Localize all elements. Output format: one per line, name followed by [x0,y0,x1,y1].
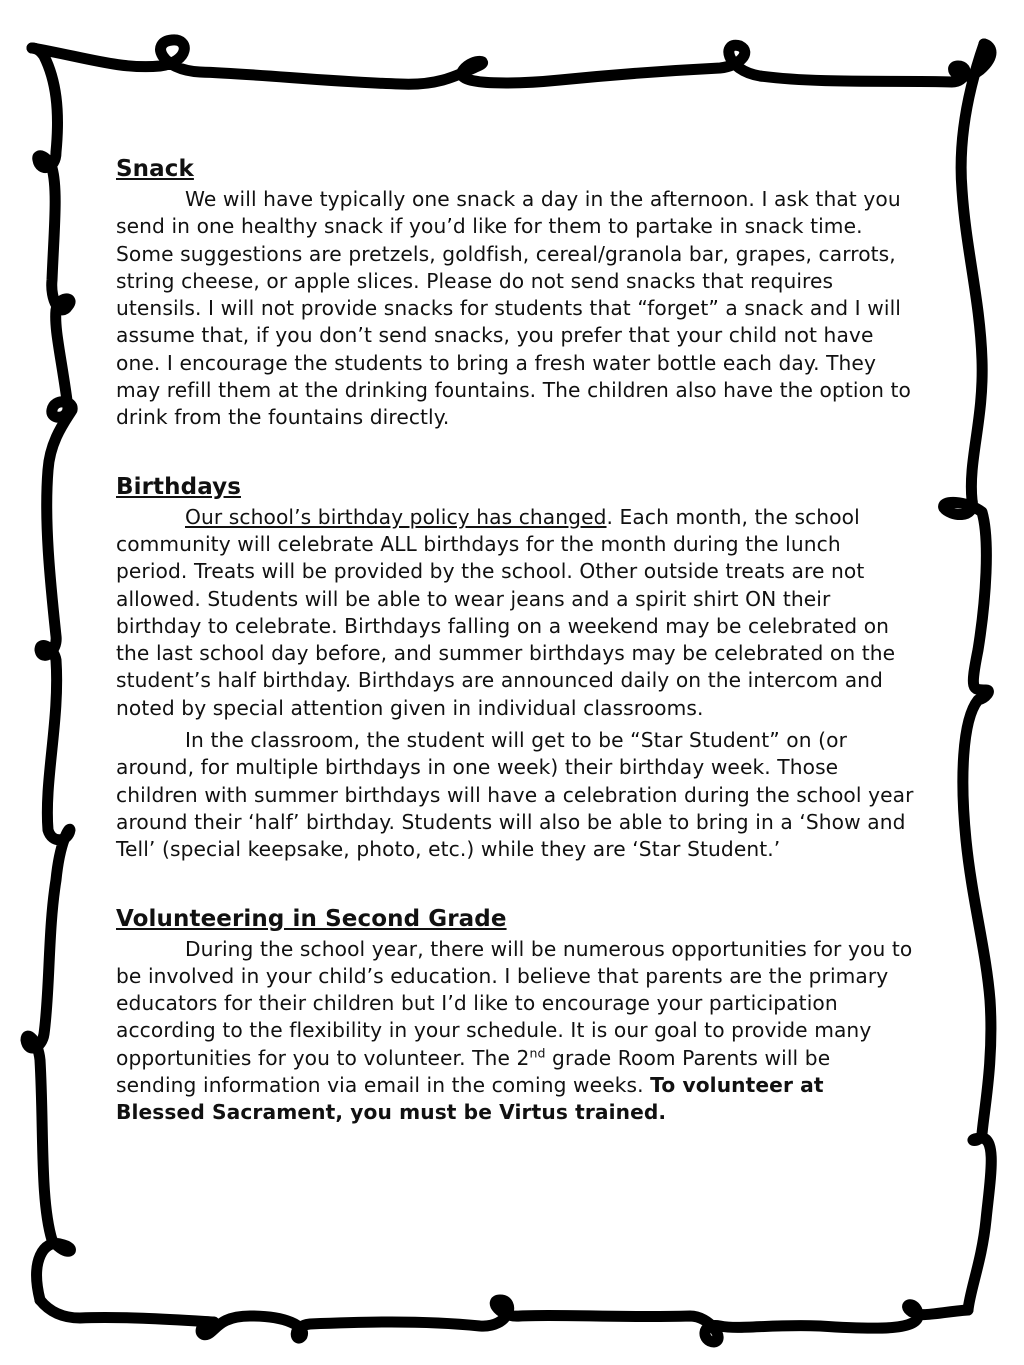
volunteering-paragraph [116,936,916,1127]
virtus-requirement: To volunteer at Blessed Sacrament, you must be Virtus trained. [116,1073,824,1125]
section-birthdays [116,470,916,864]
volunteering-text-b: grade Room Parents will be sending information via email in the coming weeks. [116,1045,831,1098]
snack-paragraph: We will have typically one snack a day in the afternoon. I ask that you send in one healthy snack if you’d like for them to partake in snack time. Some suggestions are pretzels, goldfish, cereal/granola bar, grapes, carrots, string cheese, or apple slices. Please do not send snacks that requires utensils. I will not provide snacks for students that “forget” a snack and I will assume that, if you don’t send snacks, you prefer that your child not have one. I encourage the students to bring a fresh water bottle each day. They may refill them at the drinking fountains. The children also have the option to drink from the fountains directly. [116,187,911,430]
section-title-snack: Snack [116,156,194,182]
section-snack [116,152,916,432]
volunteering-text-a: During the school year, there will be numerous opportunities for you to be involved in your child’s education. I believe that parents are the primary educators for their children but I’d like to encourage your participation according to the flexibility in your schedule. It is our goal to provide many opportunities for you to volunteer. The 2 [116,936,913,1070]
section-title-volunteering: Volunteering in Second Grade [116,905,507,932]
birthdays-paragraph-2: In the classroom, the student will get to be “Star Student” on (or around, for multiple birthdays in one week) their birthday week. Those children with summer birthdays will have a celebration during the school year around their ‘half’ birthday. Students will also be able to bring in a ‘Show and Tell’ (special keepsake, photo, etc.) while they are ‘Star Student.’ [116,728,914,862]
section-volunteering [116,902,916,1127]
section-title-birthdays: Birthdays [116,473,241,500]
document-body [116,152,916,1127]
ordinal-superscript: nd [529,1044,546,1060]
birthdays-paragraph-1-rest: . Each month, the school community will celebrate ALL birthdays for the month during the lunch period. Treats will be provided by the school. Other outside treats are not allowed. Students will be able to wear jeans and a spirit shirt ON their birthday to celebrate. Birthdays falling on a weekend may be celebrated on the last school day before, and summer birthdays may be celebrated on the student’s half birthday. Birthdays are announced daily on the intercom and noted by special attention given in individual classrooms. [116,504,896,720]
birthdays-paragraph-1 [116,504,916,722]
birthday-policy-underlined: Our school’s birthday policy has changed [185,504,607,529]
